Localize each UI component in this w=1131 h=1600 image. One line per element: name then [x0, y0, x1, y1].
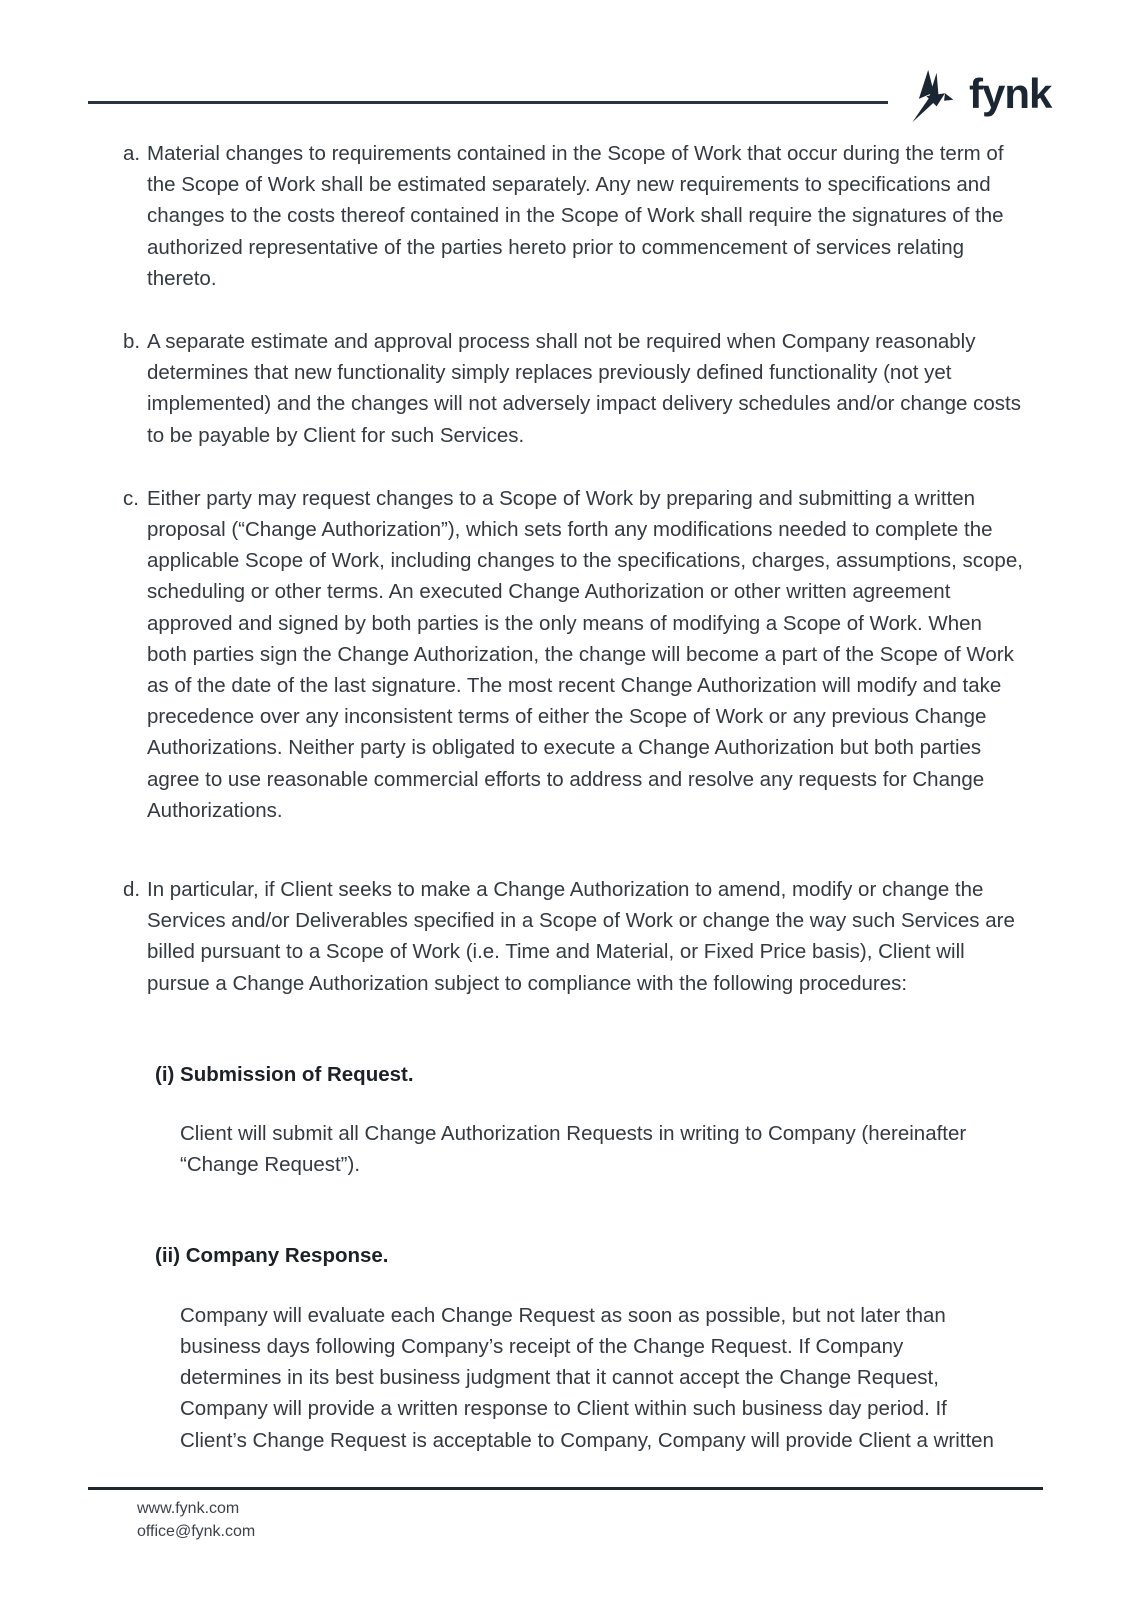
clause-c — [123, 483, 1023, 826]
clause-text: Either party may request changes to a Scope of Work by preparing and submitting a written proposal (“Change Authorization”), which sets forth any modifications needed to complete the applicable Scope of Work, including changes to the specifications, charges, assumptions, scope, scheduling or other terms. An executed Change Authorization or other written agreement approved and signed by both parties is the only means of modifying a Scope of Work. When both parties sign the Change Authorization, the change will become a part of the Scope of Work as of the date of the last signature. The most recent Change Authorization will modify and take precedence over any inconsistent terms of either the Scope of Work or any previous Change Authorizations. Neither party is obligated to execute a Change Authorization but both parties agree to use reasonable commercial efforts to address and resolve any requests for Change Authorizations. — [147, 486, 1023, 822]
paper-crane-icon — [903, 68, 959, 126]
clause-d — [123, 874, 1023, 999]
subsection-body: Client will submit all Change Authorization Requests in writing to Company (hereinafter “Change Request”). — [180, 1122, 967, 1177]
subsection-company-response — [155, 1240, 1023, 1455]
footer-website: www.fynk.com — [137, 1500, 240, 1517]
subsection-submission-of-request — [155, 1059, 1023, 1181]
subsection-heading: (ii) Company Response. — [155, 1244, 389, 1268]
brand-wordmark: fynk — [969, 70, 1052, 117]
document-body — [123, 138, 1023, 1456]
clause-a — [123, 138, 1023, 294]
clause-marker: b. — [123, 330, 141, 354]
subsection-body: Company will evaluate each Change Request as soon as possible, but not later than business days following Company’s receipt of the Change Request. If Company determines in its best business judgment that it cannot accept the Change Request, Company will provide a written response to Client within such business day period. If Client’s Change Request is acceptable to Company, Company will provide Client a written — [180, 1303, 994, 1452]
header-divider — [88, 101, 888, 104]
clause-text: In particular, if Client seeks to make a Change Authorization to amend, modify or change the Services and/or Deliverables specified in a Scope of Work or change the way such Services are billed pursuant to a Scope of Work (i.e. Time and Material, or Fixed Price basis), Client will pursue a Change Authorization subject to compliance with the following procedures: — [147, 878, 1015, 995]
footer-email: office@fynk.com — [137, 1523, 256, 1540]
footer-divider — [88, 1487, 1043, 1490]
clause-b — [123, 326, 1023, 451]
fynk-logo — [903, 68, 1051, 126]
clause-text: A separate estimate and approval process shall not be required when Company reasonably determines that new functionality simply replaces previously defined functionality (not yet implemented) and the changes will not adversely impact delivery schedules and/or change costs to be payable by Client for such Services. — [147, 330, 1022, 447]
clause-marker: c. — [123, 486, 139, 510]
clause-marker: d. — [123, 878, 141, 902]
footer — [137, 1497, 255, 1543]
clause-text: Material changes to requirements contained in the Scope of Work that occur during the term of the Scope of Work shall be estimated separately. Any new requirements to specifications and changes to the costs thereof contained in the Scope of Work shall require the signatures of the authorized representative of the parties hereto prior to commencement of services relating thereto. — [147, 142, 1004, 290]
subsection-heading: (i) Submission of Request. — [155, 1062, 414, 1086]
clause-marker: a. — [123, 142, 141, 165]
